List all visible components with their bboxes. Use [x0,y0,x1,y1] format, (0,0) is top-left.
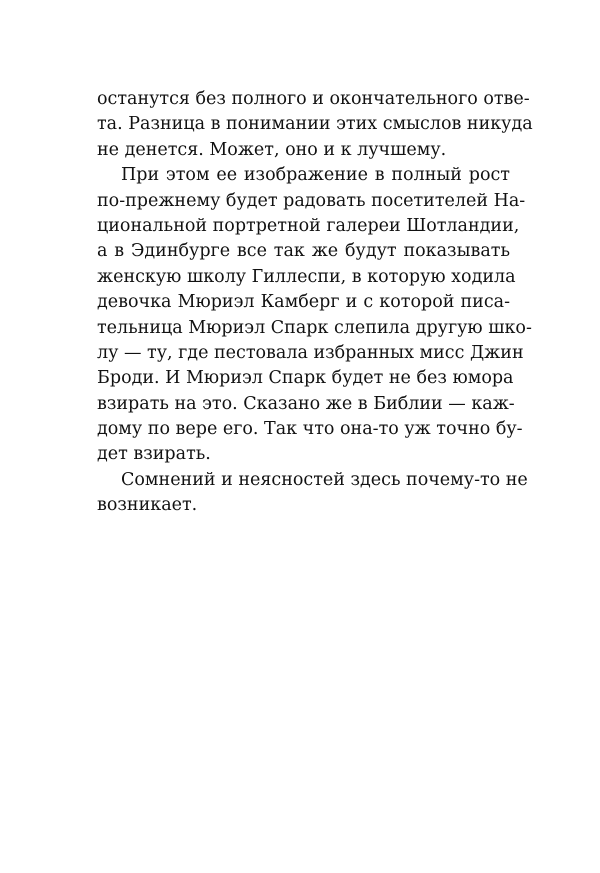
text-line: Сомнений и неясностей здесь почему-то не [121,469,528,490]
text-line: останутся без полного и окончательного отве- [97,89,530,109]
text-line: возникает. [97,495,198,516]
text-line: а в Эдинбурге все так же будут показывать [97,241,510,262]
text-line: лу — ту, где пестовала избранных мисс Джин [97,342,524,363]
text-line: взирать на это. Сказано же в Библии — каж- [97,393,515,414]
text-line: не денется. Может, оно и к лучшему. [97,139,447,160]
text-line: женскую школу Гиллеспи, в которую ходила [97,266,516,287]
text-line: девочка Мюриэл Камберг и с которой писа- [97,292,510,313]
text-line: циональной портретной галереи Шотландии, [97,215,520,236]
text-line: дет взирать. [97,444,211,465]
text-line: Броди. И Мюриэл Спарк будет не без юмора [97,368,514,389]
text-line: При этом ее изображение в полный рост [121,165,510,186]
text-line: тельница Мюриэл Спарк слепила другую шко- [97,317,532,338]
body-text [97,87,533,519]
text-line: та. Разница в понимании этих смыслов никуда [97,114,533,135]
text-line: по-прежнему будет радовать посетителей На- [97,190,526,211]
text-line: дому по вере его. Так что она-то уж точно бу- [97,419,523,440]
